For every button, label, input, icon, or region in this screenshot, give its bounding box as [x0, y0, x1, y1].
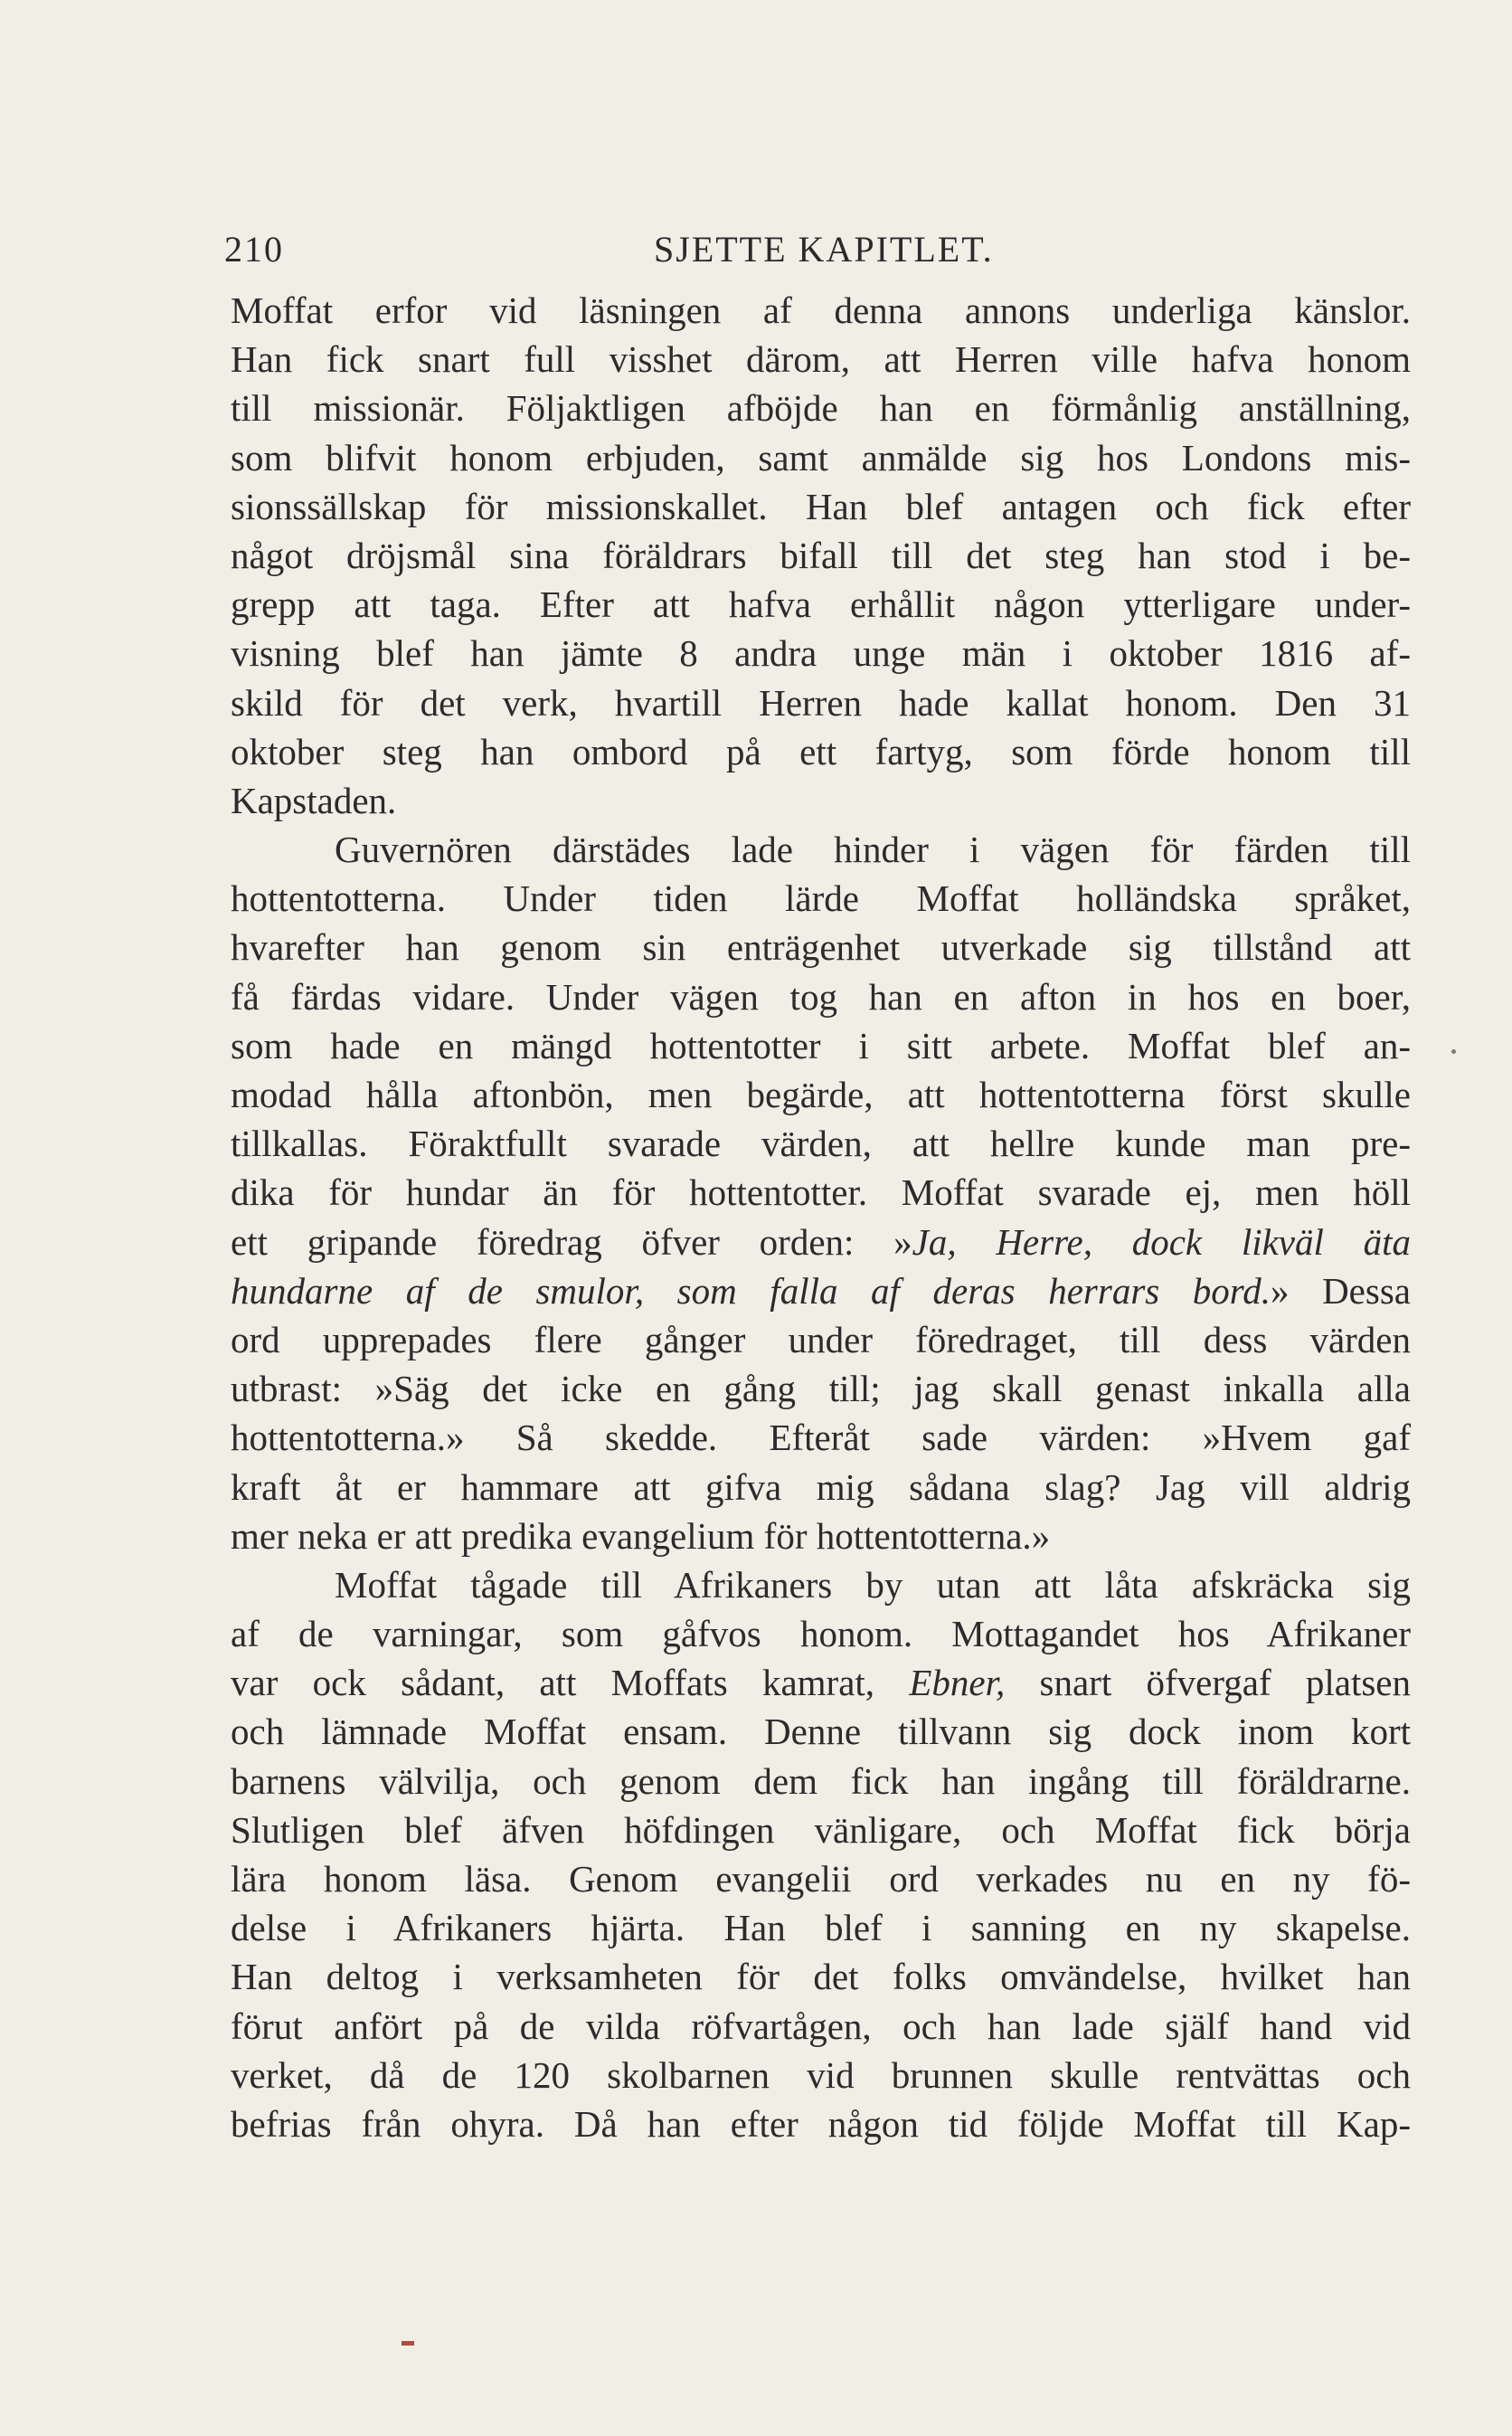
text-line: förut anfört på de vilda röfvartågen, och han lade själf hand vid — [231, 2005, 1411, 2047]
text-line: Han fick snart full visshet därom, att Herren ville hafva honom — [231, 338, 1411, 381]
text-line: till missionär. Följaktligen afböjde han en förmånlig anställning, — [231, 387, 1411, 430]
text-line: hottentotterna. Under tiden lärde Moffat holländska språket, — [231, 877, 1411, 920]
text-line: och lämnade Moffat ensam. Denne tillvann sig dock inom kort — [231, 1711, 1411, 1753]
text-line: något dröjsmål sina föräldrars bifall till det steg han stod i be- — [231, 534, 1411, 576]
text-line: lära honom läsa. Genom evangelii ord verkades nu en ny fö- — [231, 1858, 1411, 1900]
text-line: utbrast: »Säg det icke en gång till; jag skall genast inkalla alla — [231, 1368, 1411, 1410]
text-line-with-quote — [231, 1266, 1411, 1315]
italic-quote: Ja, Herre, dock likväl äta — [912, 1220, 1411, 1263]
text-line-with-quote — [231, 1218, 1411, 1266]
text-line: hottentotterna.» Så skedde. Efteråt sade värden: »Hvem gaf — [231, 1417, 1411, 1459]
text-line: dika för hundar än för hottentotter. Moffat svarade ej, men höll — [231, 1171, 1411, 1214]
text-line: skild för det verk, hvartill Herren hade kallat honom. Den 31 — [231, 681, 1411, 724]
text-line: modad hålla aftonbön, men begärde, att hottentotterna först skulle — [231, 1074, 1411, 1115]
line-text: snart öfvergaf platsen — [1005, 1662, 1412, 1704]
line-text: ett gripande föredrag öfver orden: » — [231, 1220, 912, 1263]
running-head: SJETTE KAPITLET. — [654, 229, 994, 270]
text-line: barnens välvilja, och genom dem fick han ingång till föräldrarne. — [231, 1759, 1411, 1802]
text-line: som blifvit honom erbjuden, samt anmälde sig hos Londons mis- — [231, 436, 1411, 479]
text-line: Moffat erfor vid läsningen af denna annons underliga känslor. — [231, 289, 1411, 331]
body-text — [231, 286, 1411, 2148]
page-header — [224, 228, 1400, 282]
text-line: som hade en mängd hottentotter i sitt arbete. Moffat blef an- — [231, 1024, 1411, 1066]
text-line: hvarefter han genom sin enträgenhet utverkade sig tillstånd att — [231, 926, 1411, 969]
text-line: sionssällskap för missionskallet. Han blef antagen och fick efter — [231, 485, 1411, 527]
text-line: kraft åt er hammare att gifva mig sådana slag? Jag vill aldrig — [231, 1465, 1411, 1508]
paper-speck — [1451, 1049, 1456, 1054]
text-line: delse i Afrikaners hjärta. Han blef i sanning en ny skapelse. — [231, 1907, 1411, 1949]
paragraph-start-line: Guvernören därstädes lade hinder i vägen för färden till — [335, 829, 1411, 871]
text-line: ord upprepades flere gånger under föredraget, till dess värden — [231, 1318, 1411, 1360]
italic-quote: hundarne af de smulor, som falla af deras herrars bord. — [231, 1269, 1271, 1312]
text-line: oktober steg han ombord på ett fartyg, som förde honom till — [231, 730, 1411, 773]
text-line: få färdas vidare. Under vägen tog han en afton in hos en boer, — [231, 975, 1411, 1018]
text-line: verket, då de 120 skolbarnen vid brunnen skulle rentvättas och — [231, 2053, 1411, 2096]
text-line: af de varningar, som gåfvos honom. Mottagandet hos Afrikaner — [231, 1613, 1411, 1655]
text-line: tillkallas. Föraktfullt svarade värden, att hellre kunde man pre- — [231, 1123, 1411, 1165]
text-line-with-name — [231, 1658, 1411, 1707]
ink-mark — [402, 2341, 414, 2346]
italic-name: Ebner, — [909, 1662, 1006, 1704]
paragraph-end-line: Kapstaden. — [231, 779, 397, 821]
text-line: befrias från ohyra. Då han efter någon tid följde Moffat till Kap- — [231, 2102, 1411, 2145]
line-text: var ock sådant, att Moffats kamrat, — [231, 1662, 910, 1704]
text-line: Han deltog i verksamheten för det folks omvändelse, hvilket han — [231, 1956, 1411, 1998]
line-text: » Dessa — [1271, 1269, 1411, 1312]
page-number: 210 — [224, 229, 284, 270]
paragraph-end-line: mer neka er att predika evangelium för hottentotterna.» — [231, 1514, 1051, 1557]
paragraph-start-line: Moffat tågade till Afrikaners by utan att låta afskräcka sig — [335, 1563, 1411, 1606]
text-line: Slutligen blef äfven höfdingen vänligare, och Moffat fick börja — [231, 1808, 1411, 1851]
text-line: visning blef han jämte 8 andra unge män i oktober 1816 af- — [231, 632, 1411, 675]
text-line: grepp att taga. Efter att hafva erhållit någon ytterligare under- — [231, 583, 1411, 626]
